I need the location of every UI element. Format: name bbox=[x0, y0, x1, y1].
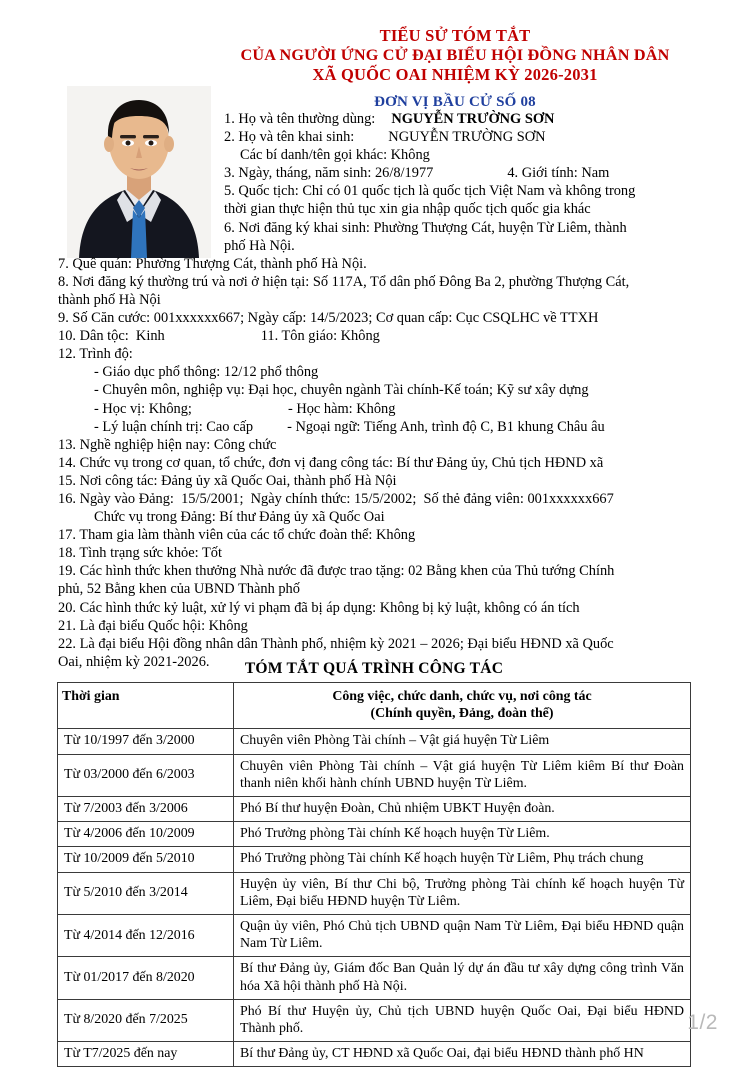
field-religion: 11. Tôn giáo: Không bbox=[260, 328, 380, 345]
field-common-name bbox=[58, 110, 690, 128]
field-academic-title: - Học hàm: Không bbox=[287, 400, 396, 417]
field-nationality-line1: 5. Quốc tịch: Chỉ có 01 quốc tịch là quốc tịch Việt Nam và không trong bbox=[224, 183, 636, 200]
field-dob-value: 26/8/1977 bbox=[374, 165, 434, 182]
field-dob-label: 3. Ngày, tháng, năm sinh: bbox=[224, 165, 372, 182]
field-aliases-text: Các bí danh/tên gọi khác: Không bbox=[240, 147, 430, 164]
career-table-body bbox=[58, 729, 691, 1067]
career-row-time: Từ 10/1997 đến 3/2000 bbox=[58, 729, 234, 754]
career-table-header-row bbox=[58, 683, 691, 729]
field-political-theory: - Lý luận chính trị: Cao cấp bbox=[94, 418, 254, 435]
field-academic-degree: - Học vị: Không; bbox=[94, 400, 192, 417]
table-row bbox=[58, 1042, 691, 1067]
career-row-desc: Huyện ủy viên, Bí thư Chi bộ, Trưởng phòng Tài chính kế hoạch huyện Từ Liêm, Đại biểu HĐND huyện Từ Liêm. bbox=[234, 872, 691, 914]
career-row-desc: Phó Trưởng phòng Tài chính Kế hoạch huyện Từ Liêm. bbox=[234, 822, 691, 847]
career-col-desc-header-line1: Công việc, chức danh, chức vụ, nơi công tác bbox=[332, 689, 592, 704]
field-peoples-council-deputy-line1: 22. Là đại biểu Hội đồng nhân dân Thành phố, nhiệm kỳ 2021 – 2026; Đại biểu HĐND xã Quốc bbox=[58, 635, 614, 652]
career-row-desc: Chuyên viên Phòng Tài chính – Vật giá huyện Từ Liêm bbox=[234, 729, 691, 754]
field-common-name-value: NGUYỄN TRƯỜNG SƠN bbox=[391, 111, 555, 127]
field-workplace: 15. Nơi công tác: Đảng ủy xã Quốc Oai, thành phố Hà Nội bbox=[58, 472, 397, 489]
field-common-name-label: 1. Họ và tên thường dùng: bbox=[224, 111, 376, 127]
table-row bbox=[58, 797, 691, 822]
career-row-time: Từ 01/2017 đến 8/2020 bbox=[58, 957, 234, 999]
field-mass-organizations: 17. Tham gia làm thành viên của các tổ chức đoàn thể: Không bbox=[58, 527, 416, 544]
field-education-heading: 12. Trình độ: bbox=[58, 346, 133, 363]
field-gender-label: 4. Giới tính: bbox=[507, 165, 578, 182]
title-line-2: CỦA NGƯỜI ỨNG CỬ ĐẠI BIỂU HỘI ĐỒNG NHÂN DÂN bbox=[240, 45, 670, 64]
table-row bbox=[58, 999, 691, 1041]
field-gender-value: Nam bbox=[581, 165, 610, 182]
table-row bbox=[58, 957, 691, 999]
career-row-time: Từ 4/2006 đến 10/2009 bbox=[58, 822, 234, 847]
field-aliases bbox=[58, 146, 690, 164]
career-table-title: TÓM TẮT QUÁ TRÌNH CÔNG TÁC bbox=[244, 660, 504, 677]
career-row-desc: Bí thư Đảng ủy, CT HĐND xã Quốc Oai, đại biểu HĐND thành phố HN bbox=[234, 1042, 691, 1067]
field-state-awards-line2: phủ, 52 Bằng khen của UBND Thành phố bbox=[58, 581, 300, 598]
career-row-time: Từ 4/2014 đến 12/2016 bbox=[58, 915, 234, 957]
career-row-time: Từ 03/2000 đến 6/2003 bbox=[58, 754, 234, 796]
field-national-assembly-deputy: 21. Là đại biểu Quốc hội: Không bbox=[58, 617, 248, 634]
field-health-status: 18. Tình trạng sức khỏe: Tốt bbox=[58, 545, 222, 562]
field-dob-gender bbox=[58, 164, 690, 182]
field-birth-name-value: NGUYỄN TRƯỜNG SƠN bbox=[388, 129, 546, 146]
field-id-card: 9. Số Căn cước: 001xxxxxx667; Ngày cấp: 14/5/2023; Cơ quan cấp: Cục CSQLHC về TTXH bbox=[58, 310, 599, 327]
field-residence-line2: thành phố Hà Nội bbox=[58, 291, 161, 308]
field-nationality-line2: thời gian thực hiện thủ tục xin gia nhập quốc tịch quốc gia khác bbox=[224, 201, 591, 218]
career-row-time: Từ 10/2009 đến 5/2010 bbox=[58, 847, 234, 872]
field-party-dates: 16. Ngày vào Đảng: 15/5/2001; Ngày chính thức: 15/5/2002; Số thẻ đảng viên: 001xxxxxx667 bbox=[58, 490, 614, 507]
career-row-time: Từ T7/2025 đến nay bbox=[58, 1042, 234, 1067]
field-state-awards-line1: 19. Các hình thức khen thưởng Nhà nước đã được trao tặng: 02 Bằng khen của Thủ tướng Chính bbox=[58, 563, 615, 580]
career-col-desc-header-line2: (Chính quyền, Đảng, đoàn thể) bbox=[370, 706, 554, 722]
field-degree-title bbox=[58, 400, 690, 418]
career-col-time-header: Thời gian bbox=[58, 683, 234, 729]
field-disciplinary-record: 20. Các hình thức kỷ luật, xử lý vi phạm đã bị áp dụng: Không bị kỷ luật, không có án tích bbox=[58, 599, 580, 616]
table-row bbox=[58, 729, 691, 754]
field-professional-education: - Chuyên môn, nghiệp vụ: Đại học, chuyên ngành Tài chính-Kế toán; Kỹ sư xây dựng bbox=[94, 382, 589, 399]
career-row-time: Từ 5/2010 đến 3/2014 bbox=[58, 872, 234, 914]
field-foreign-language: - Ngoại ngữ: Tiếng Anh, trình độ C, B1 khung Châu âu bbox=[287, 418, 605, 435]
table-row bbox=[58, 822, 691, 847]
table-row bbox=[58, 872, 691, 914]
field-birth-registration-line1: 6. Nơi đăng ký khai sinh: Phường Thượng Cát, huyện Từ Liêm, thành bbox=[224, 219, 627, 236]
field-ethnicity-religion bbox=[58, 327, 690, 345]
career-row-desc: Bí thư Đảng ủy, Giám đốc Ban Quản lý dự án đầu tư xây dựng công trình Văn hóa Xã hội thành phố Hà Nội. bbox=[234, 957, 691, 999]
field-hometown: 7. Quê quán: Phường Thượng Cát, thành phố Hà Nội. bbox=[58, 255, 367, 272]
field-residence-line1: 8. Nơi đăng ký thường trú và nơi ở hiện tại: Số 117A, Tổ dân phố Đông Ba 2, phường Thượng Cát, bbox=[58, 273, 630, 290]
biography-fields bbox=[58, 110, 690, 671]
title-line-3: XÃ QUỐC OAI NHIỆM KỲ 2026-2031 bbox=[312, 65, 598, 84]
table-row bbox=[58, 915, 691, 957]
field-current-position: 14. Chức vụ trong cơ quan, tổ chức, đơn vị đang công tác: Bí thư Đảng ủy, Chủ tịch HĐND xã bbox=[58, 454, 604, 471]
field-birth-name bbox=[58, 128, 690, 146]
career-table-head bbox=[58, 683, 691, 729]
career-row-desc: Quận ủy viên, Phó Chủ tịch UBND quận Nam Từ Liêm, Đại biểu HĐND quận Nam Từ Liêm. bbox=[234, 915, 691, 957]
career-row-desc: Phó Trưởng phòng Tài chính Kế hoạch huyện Từ Liêm, Phụ trách chung bbox=[234, 847, 691, 872]
title-line-1: TIỂU SỬ TÓM TẮT bbox=[379, 26, 531, 45]
field-current-occupation: 13. Nghề nghiệp hiện nay: Công chức bbox=[58, 436, 277, 453]
document-header bbox=[215, 26, 695, 111]
field-peoples-council-deputy-line2: Oai, nhiệm kỳ 2021-2026. bbox=[58, 653, 210, 670]
career-row-desc: Phó Bí thư huyện Đoàn, Chủ nhiệm UBKT Huyện đoàn. bbox=[234, 797, 691, 822]
field-party-position: Chức vụ trong Đảng: Bí thư Đảng ủy xã Quốc Oai bbox=[94, 509, 385, 526]
field-ethnicity: 10. Dân tộc: Kinh bbox=[58, 328, 165, 345]
career-row-desc: Phó Bí thư Huyện ủy, Chủ tịch UBND huyện Quốc Oai, Đại biểu HĐND Thành phố. bbox=[234, 999, 691, 1041]
page-indicator: 1/2 bbox=[687, 1011, 718, 1034]
table-row bbox=[58, 754, 691, 796]
career-row-time: Từ 7/2003 đến 3/2006 bbox=[58, 797, 234, 822]
electoral-unit-label: ĐƠN VỊ BẦU CỬ SỐ 08 bbox=[374, 93, 536, 110]
field-birth-name-label: 2. Họ và tên khai sinh: bbox=[224, 129, 355, 146]
career-row-time: Từ 8/2020 đến 7/2025 bbox=[58, 999, 234, 1041]
field-general-education: - Giáo dục phổ thông: 12/12 phổ thông bbox=[94, 364, 319, 381]
table-row bbox=[58, 847, 691, 872]
career-row-desc: Chuyên viên Phòng Tài chính – Vật giá huyện Từ Liêm kiêm Bí thư Đoàn thanh niên khối hành chính UBND huyện Từ Liêm. bbox=[234, 754, 691, 796]
field-politics-language bbox=[58, 418, 690, 436]
field-birth-registration-line2: phố Hà Nội. bbox=[224, 237, 295, 254]
career-col-desc-header bbox=[234, 683, 691, 729]
career-history-table bbox=[57, 682, 691, 1067]
